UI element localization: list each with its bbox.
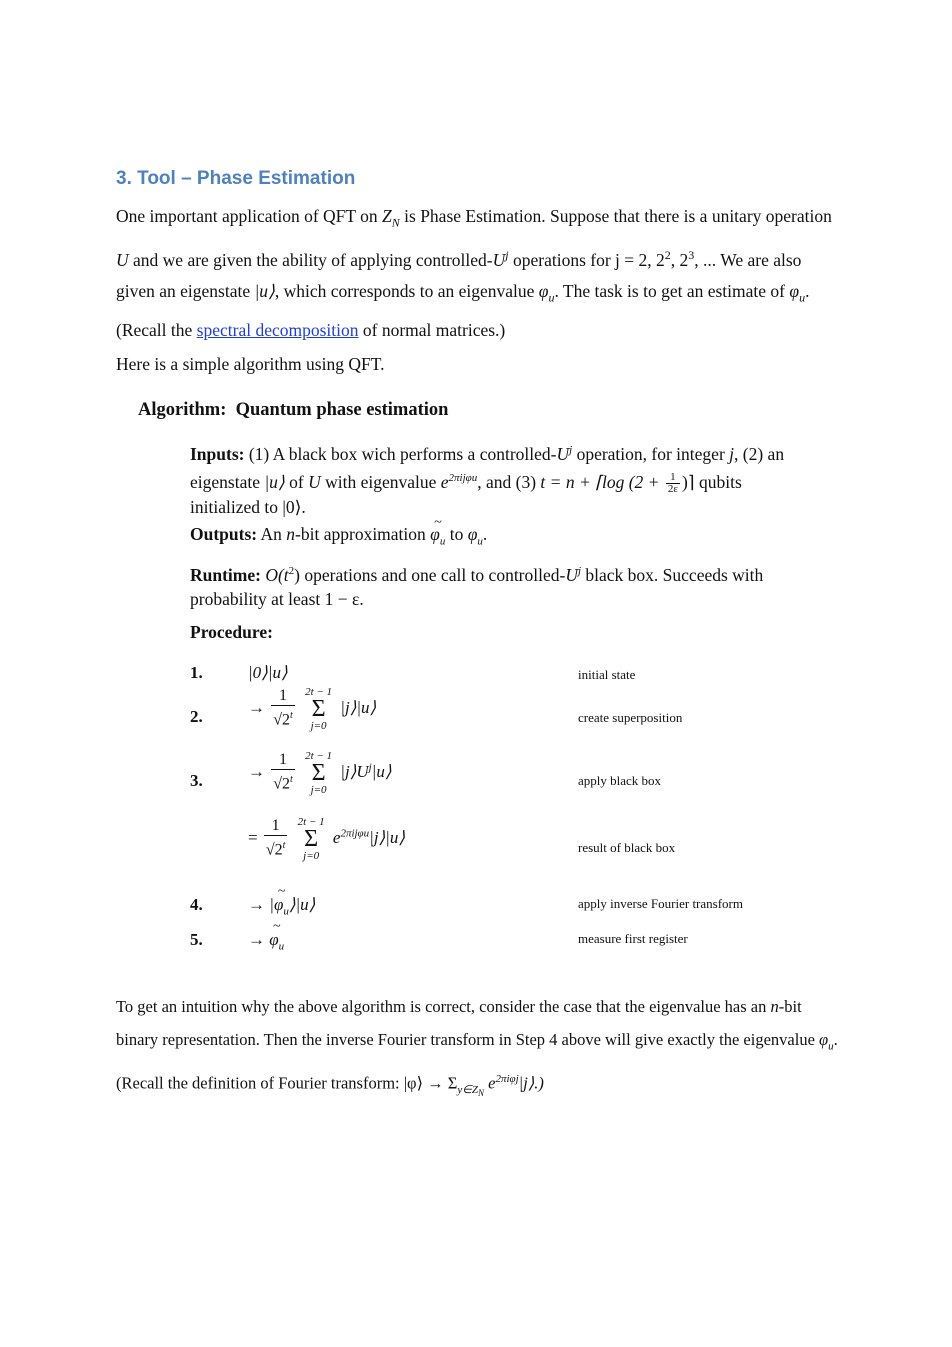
step-5-number: 5. bbox=[190, 930, 203, 949]
step-4-note: apply inverse Fourier transform bbox=[578, 896, 743, 911]
step-1-number: 1. bbox=[190, 663, 203, 682]
step-3-note: apply black box bbox=[578, 773, 662, 788]
step-3-number: 3. bbox=[190, 771, 203, 790]
step-3-expression: → $\frac{1}{√2^t}$ 2t − 1 Σ j=0 $|j⟩U^j|u⟩$ bbox=[248, 750, 392, 796]
step-5-note: measure first register bbox=[578, 931, 688, 946]
sum-symbol: 2t − 1 Σ j=0 bbox=[305, 750, 333, 796]
intro-paragraph: One important application of QFT on $Z_N$ is Phase Estimation. Suppose that there is a unitary operation U and we are given the ability of applying controlled-$U^j$ operations for j = 2, $2^2$, $2^3$, ... We are also given an eigenstate |u⟩, which corresponds to an eigenvalue $\varphi_u$. The task is to get an estimate of $\varphi_u$. (Recall the spectral decomposition of normal matrices.) bbox=[116, 206, 832, 340]
step-3b-note: result of black box bbox=[578, 840, 676, 855]
half-epsilon-fraction: $\frac{1}{2\varepsilon}$ bbox=[667, 471, 678, 496]
step-1-note: initial state bbox=[578, 667, 636, 682]
algorithm-title: Algorithm: Quantum phase estimation bbox=[138, 400, 449, 420]
step-2-number: 2. bbox=[190, 707, 203, 726]
step-4-number: 4. bbox=[190, 895, 203, 914]
step-1-expression: |0⟩|u⟩ bbox=[248, 663, 288, 682]
step-2-note: create superposition bbox=[578, 710, 683, 725]
spectral-decomposition-link[interactable]: spectral decomposition bbox=[196, 319, 359, 340]
procedure-label: Procedure: bbox=[190, 622, 273, 642]
sum-symbol: 2t − 1 Σ j=0 bbox=[305, 686, 333, 732]
simple-algorithm-line: Here is a simple algorithm using QFT. bbox=[116, 354, 385, 374]
section-heading: 3. Tool – Phase Estimation bbox=[116, 168, 356, 189]
sum-symbol: 2t − 1 Σ j=0 bbox=[297, 816, 325, 862]
step-2-expression: → $\frac{1}{√2^t}$ 2t − 1 Σ j=0 |j⟩|u⟩ bbox=[248, 686, 377, 732]
step-3b-expression: = $\frac{1}{√2^t}$ 2t − 1 Σ j=0 $e^{2\pi ij\varphi u}|j⟩|u⟩$ bbox=[248, 816, 405, 862]
algorithm-runtime: Runtime: $O(t^2)$ operations and one call to controlled-$U^j$ black box. Succeeds with probability at least 1 − ε. bbox=[190, 564, 764, 609]
algorithm-inputs: Inputs: (1) A black box wich performs a controlled-$U^j$ operation, for integer j, (2) an eigenstate |u⟩ of U with eigenvalue $e^{2\pi ij\varphi u}$, and (3) t = n + ⌈log (2 + $\frac{1}{2\varepsilon}$ )⌉ qubits initialized to |0⟩. bbox=[190, 443, 785, 518]
step-5-expression: → ~ $\varphi_u$ bbox=[248, 930, 284, 952]
intuition-paragraph: To get an intuition why the above algorithm is correct, consider the case that the eigenvalue has an n-bit binary representation. Then the inverse Fourier transform in Step 4 above will give exactly the eigenvalue $\varphi_u$. (Recall the definition of Fourier transform: |φ⟩ → $\Sigma_{y\in Z_N}$ $e^{2\pi i\varphi j}|j⟩$.) bbox=[116, 997, 838, 1099]
step-4-expression: → |~ $\varphi_u⟩|u⟩$ bbox=[248, 895, 315, 917]
algorithm-outputs: Outputs: An n-bit approximation ~ $\varphi_u$ to $\varphi_u$. bbox=[190, 522, 815, 554]
